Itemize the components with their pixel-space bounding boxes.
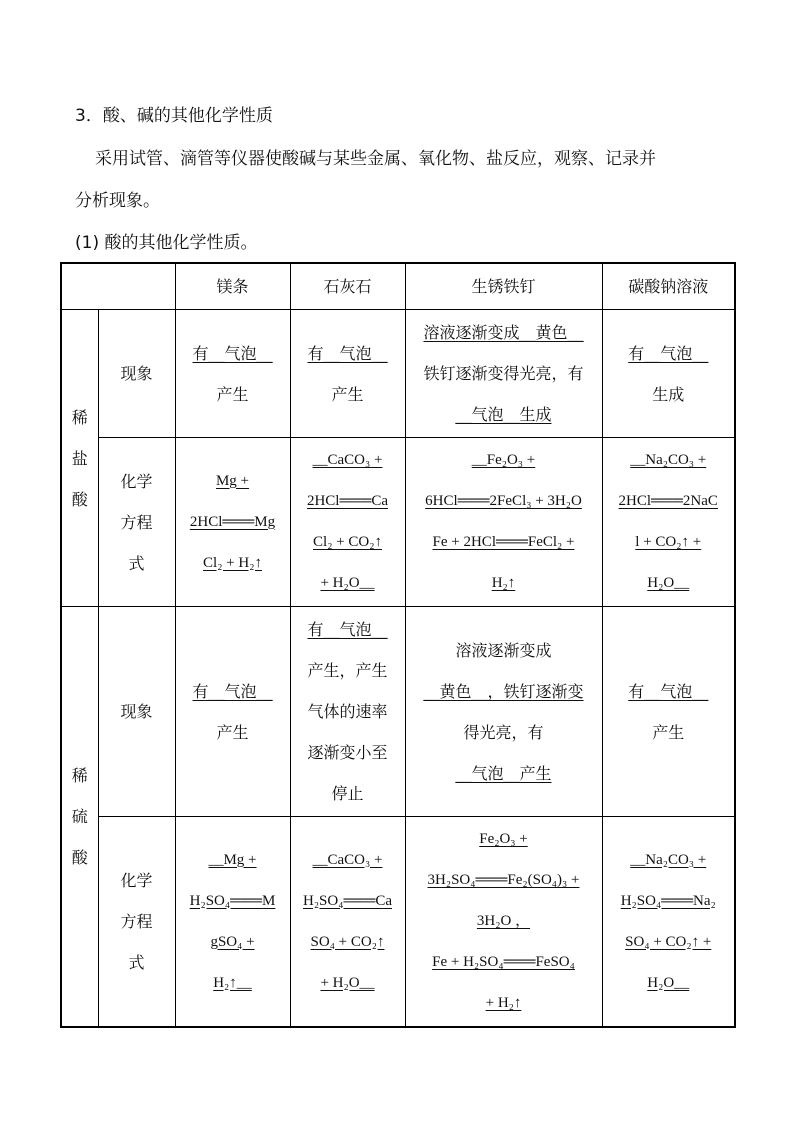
equation-label: 化学 方程 式 — [98, 817, 175, 1028]
subheading: (1) 酸的其他化学性质。 — [75, 233, 258, 253]
hcl-mg-equation: Mg + 2HCl═══Mg Cl₂ + H₂↑ — [175, 438, 290, 607]
hcl-nail-phenomenon: 溶液逐渐变成__黄色__ 铁钉逐渐变得光亮，有 __气泡__生成 — [405, 310, 602, 438]
hcl-caco3-phenomenon: 有__气泡__ 产生 — [290, 310, 405, 438]
h2so4-caco3-equation: __CaCO₃ + H₂SO₄═══Ca SO₄ + CO₂↑ + H₂O__ — [290, 817, 405, 1028]
h2so4-nail-phenomenon: 溶液逐渐变成 __黄色__，铁钉逐渐变 得光亮，有 __气泡__产生 — [405, 607, 602, 817]
header-sodium-carbonate: 碳酸钠溶液 — [602, 263, 735, 310]
equation-label: 化学 方程 式 — [98, 438, 175, 607]
hcl-rust-equation: __Fe₂O₃ + 6HCl═══2FeCl₃ + 3H₂O Fe + 2HCl═══FeCl₂ + H₂↑ — [405, 438, 602, 607]
hcl-equation-row — [61, 438, 735, 607]
acid-properties-table — [60, 262, 736, 1028]
hcl-mg-phenomenon: 有__气泡__ 产生 — [175, 310, 290, 438]
hcl-caco3-equation: __CaCO₃ + 2HCl═══Ca Cl₂ + CO₂↑ + H₂O__ — [290, 438, 405, 607]
corner-cell — [61, 263, 175, 310]
intro-line-1: 采用试管、滴管等仪器使酸碱与某些金属、氧化物、盐反应，观察、记录并 — [95, 149, 656, 169]
header-limestone: 石灰石 — [290, 263, 405, 310]
intro-line-2: 分析现象。 — [75, 191, 160, 211]
acid-label-hcl: 稀 盐 酸 — [61, 310, 98, 607]
h2so4-caco3-phenomenon: 有__气泡__ 产生，产生 气体的速率 逐渐变小至 停止 — [290, 607, 405, 817]
h2so4-na2co3-equation: __Na₂CO₃ + H₂SO₄═══Na₂ SO₄ + CO₂↑ + H₂O__ — [602, 817, 735, 1028]
acid-label-h2so4: 稀 硫 酸 — [61, 607, 98, 1028]
hcl-na2co3-phenomenon: 有__气泡__ 生成 — [602, 310, 735, 438]
h2so4-equation-row — [61, 817, 735, 1028]
header-rusty-nail: 生锈铁钉 — [405, 263, 602, 310]
phenomenon-label: 现象 — [98, 310, 175, 438]
header-row — [61, 263, 735, 310]
h2so4-mg-phenomenon: 有__气泡__ 产生 — [175, 607, 290, 817]
hcl-phenomenon-row — [61, 310, 735, 438]
h2so4-phenomenon-row — [61, 607, 735, 817]
header-magnesium: 镁条 — [175, 263, 290, 310]
h2so4-rust-equation: Fe₂O₃ + 3H₂SO₄═══Fe₂(SO₄)₃ + 3H₂O ， Fe + H₂SO₄═══FeSO₄ + H₂↑ — [405, 817, 602, 1028]
section-heading: 3．酸、碱的其他化学性质 — [75, 106, 273, 126]
phenomenon-label: 现象 — [98, 607, 175, 817]
hcl-na2co3-equation: __Na₂CO₃ + 2HCl═══2NaC l + CO₂↑ + H₂O__ — [602, 438, 735, 607]
h2so4-mg-equation: __Mg + H₂SO₄═══M gSO₄ + H₂↑__ — [175, 817, 290, 1028]
h2so4-na2co3-phenomenon: 有__气泡__ 产生 — [602, 607, 735, 817]
